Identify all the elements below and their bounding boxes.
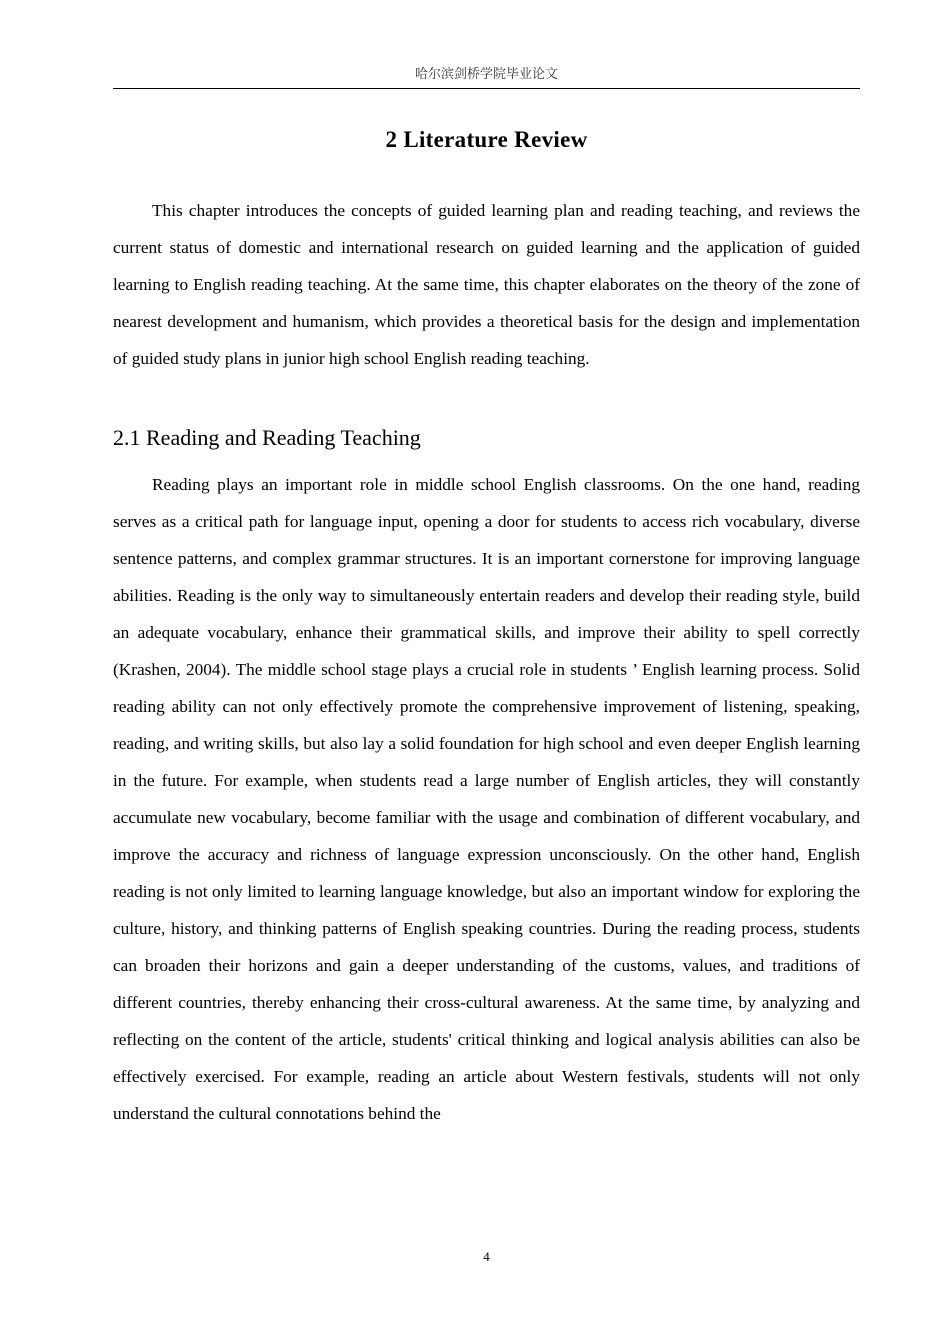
section-paragraph: Reading plays an important role in middle school English classrooms. On the one hand, reading serves as a critical path for language input, opening a door for students to access rich vocabulary, diverse sentence patterns, and complex grammar structures. It is an important cornerstone for improving language abilities. Reading is the only way to simultaneously entertain readers and develop their reading style, build an adequate vocabulary, enhance their grammatical skills, and improve their ability to spell correctly (Krashen, 2004). The middle school stage plays a crucial role in students ’ English learning process. Solid reading ability can not only effectively promote the comprehensive improvement of listening, speaking, reading, and writing skills, but also lay a solid foundation for high school and even deeper English learning in the future. For example, when students read a large number of English articles, they will constantly accumulate new vocabulary, become familiar with the usage and combination of different vocabulary, and improve the accuracy and richness of language expression unconsciously. On the other hand, English reading is not only limited to learning language knowledge, but also an important window for exploring the culture, history, and thinking patterns of English speaking countries. During the reading process, students can broaden their horizons and gain a deeper understanding of the customs, values, and traditions of different countries, thereby enhancing their cross-cultural awareness. At the same time, by analyzing and reflecting on the content of the article, students' critical thinking and logical analysis abilities can also be effectively exercised. For example, reading an article about Western festivals, students will not only understand the cultural connotations behind the	[113, 475, 860, 1123]
header-divider	[113, 88, 860, 89]
section-heading: 2.1 Reading and Reading Teaching	[113, 425, 421, 450]
chapter-title: 2 Literature Review	[385, 127, 588, 152]
running-header: 哈尔滨剑桥学院毕业论文	[414, 67, 558, 82]
chapter-intro-paragraph: This chapter introduces the concepts of guided learning plan and reading teaching, and reviews the current status of domestic and international research on guided learning and the application of guided learning to English reading teaching. At the same time, this chapter elaborates on the theory of the zone of nearest development and humanism, which provides a theoretical basis for the design and implementation of guided study plans in junior high school English reading teaching.	[113, 201, 860, 368]
page-number: 4	[483, 1249, 490, 1264]
